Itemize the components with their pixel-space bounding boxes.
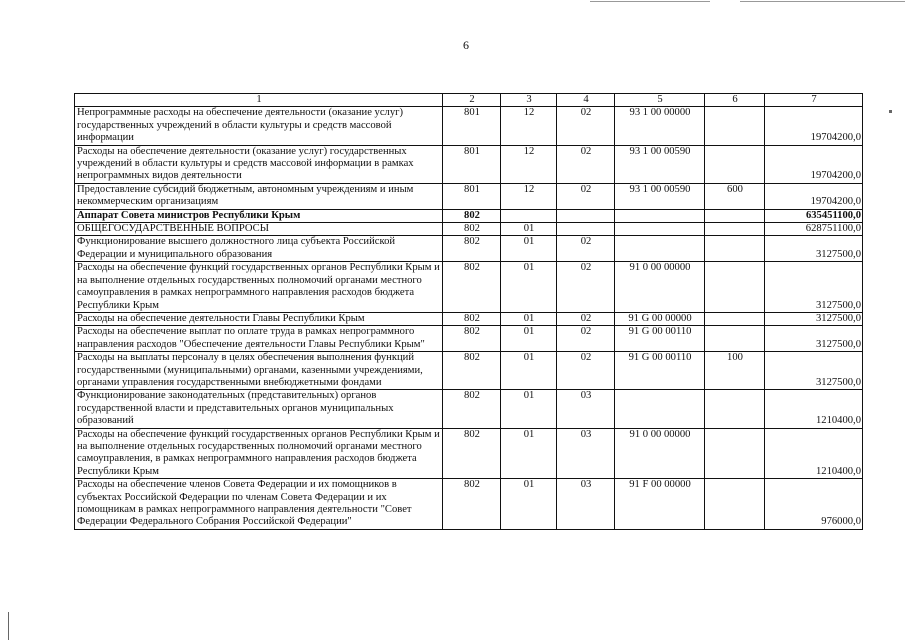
amount-cell: 3127500,0: [765, 236, 863, 262]
page-number: 6: [463, 38, 469, 52]
ministry-code-cell: 802: [443, 479, 501, 530]
expense-type-cell: 100: [705, 352, 765, 390]
table-row: [75, 236, 863, 262]
section-code-cell: 01: [501, 326, 557, 352]
top-edge-rule: [740, 1, 905, 2]
ministry-code-cell: 802: [443, 352, 501, 390]
ministry-code-cell: 802: [443, 428, 501, 479]
row-name-cell: Расходы на обеспечение выплат по оплате труда в рамках непрограммного направления расходов "Обеспечение деятельности Главы Республики Крым": [75, 326, 443, 352]
table-row: [75, 262, 863, 313]
section-code-cell: 01: [501, 390, 557, 428]
amount-cell: 19704200,0: [765, 145, 863, 183]
column-header: 7: [765, 94, 863, 107]
section-code-cell: 01: [501, 352, 557, 390]
expense-type-cell: [705, 145, 765, 183]
subsection-code-cell: 02: [557, 107, 615, 145]
expense-type-cell: [705, 223, 765, 236]
ministry-code-cell: 802: [443, 236, 501, 262]
amount-cell: 3127500,0: [765, 312, 863, 325]
expense-type-cell: [705, 428, 765, 479]
row-name-cell: Расходы на обеспечение функций государственных органов Республики Крым и на выполнение отдельных государственных полномочий органами местного самоуправления, в рамках непрограммного направления расходов бюджета Республики Крым: [75, 428, 443, 479]
budget-table: [74, 93, 863, 530]
expense-type-cell: [705, 262, 765, 313]
ministry-code-cell: 802: [443, 312, 501, 325]
target-article-cell: 91 G 00 00110: [615, 326, 705, 352]
table-row: [75, 326, 863, 352]
subsection-code-cell: 02: [557, 352, 615, 390]
target-article-cell: 93 1 00 00590: [615, 183, 705, 209]
amount-cell: 3127500,0: [765, 352, 863, 390]
row-name-cell: Расходы на обеспечение функций государственных органов Республики Крым и на выполнение отдельных государственных полномочий органами местного самоуправления в рамках непрограммного направления расходов бюджета Республики Крым: [75, 262, 443, 313]
target-article-cell: 91 0 00 00000: [615, 428, 705, 479]
row-name-cell: Расходы на обеспечение деятельности Главы Республики Крым: [75, 312, 443, 325]
column-header: 1: [75, 94, 443, 107]
subsection-code-cell: 03: [557, 479, 615, 530]
expense-type-cell: [705, 236, 765, 262]
target-article-cell: [615, 223, 705, 236]
target-article-cell: 91 G 00 00000: [615, 312, 705, 325]
subsection-code-cell: 02: [557, 326, 615, 352]
target-article-cell: [615, 209, 705, 222]
table-row: [75, 183, 863, 209]
amount-cell: 1210400,0: [765, 390, 863, 428]
table-row: [75, 209, 863, 222]
ministry-code-cell: 802: [443, 209, 501, 222]
amount-cell: 19704200,0: [765, 107, 863, 145]
subsection-code-cell: 02: [557, 236, 615, 262]
table-row: [75, 352, 863, 390]
section-code-cell: 01: [501, 312, 557, 325]
row-name-cell: Расходы на обеспечение деятельности (оказание услуг) государственных учреждений в области культуры и средств массовой информации в рамках непрограммных видов деятельности: [75, 145, 443, 183]
expense-type-cell: [705, 479, 765, 530]
column-header: 4: [557, 94, 615, 107]
table-row: [75, 223, 863, 236]
amount-cell: 19704200,0: [765, 183, 863, 209]
ministry-code-cell: 802: [443, 326, 501, 352]
top-edge-rule: [590, 1, 710, 2]
expense-type-cell: [705, 326, 765, 352]
table-row: [75, 107, 863, 145]
section-code-cell: 01: [501, 262, 557, 313]
target-article-cell: 91 F 00 00000: [615, 479, 705, 530]
subsection-code-cell: 02: [557, 312, 615, 325]
row-name-cell: Непрограммные расходы на обеспечение деятельности (оказание услуг) государственных учреждений в области культуры и средств массовой информации: [75, 107, 443, 145]
column-header: 2: [443, 94, 501, 107]
section-code-cell: 12: [501, 107, 557, 145]
subsection-code-cell: 02: [557, 262, 615, 313]
scan-speck: [8, 612, 9, 640]
target-article-cell: [615, 236, 705, 262]
amount-cell: 3127500,0: [765, 262, 863, 313]
section-code-cell: 12: [501, 145, 557, 183]
subsection-code-cell: [557, 209, 615, 222]
target-article-cell: 93 1 00 00000: [615, 107, 705, 145]
target-article-cell: 91 G 00 00110: [615, 352, 705, 390]
ministry-code-cell: 802: [443, 223, 501, 236]
subsection-code-cell: [557, 223, 615, 236]
ministry-code-cell: 802: [443, 390, 501, 428]
column-header: 5: [615, 94, 705, 107]
ministry-code-cell: 801: [443, 145, 501, 183]
section-code-cell: [501, 209, 557, 222]
section-code-cell: 12: [501, 183, 557, 209]
expense-type-cell: 600: [705, 183, 765, 209]
section-code-cell: 01: [501, 479, 557, 530]
section-code-cell: 01: [501, 236, 557, 262]
column-header: 6: [705, 94, 765, 107]
subsection-code-cell: 02: [557, 145, 615, 183]
table-row: [75, 390, 863, 428]
row-name-cell: ОБЩЕГОСУДАРСТВЕННЫЕ ВОПРОСЫ: [75, 223, 443, 236]
scan-speck: [889, 110, 892, 113]
budget-table-container: [74, 93, 862, 530]
amount-cell: 635451100,0: [765, 209, 863, 222]
table-row: [75, 312, 863, 325]
target-article-cell: 93 1 00 00590: [615, 145, 705, 183]
table-row: [75, 145, 863, 183]
section-code-cell: 01: [501, 223, 557, 236]
row-name-cell: Функционирование высшего должностного лица субъекта Российской Федерации и муниципального образования: [75, 236, 443, 262]
table-row: [75, 428, 863, 479]
table-row: [75, 479, 863, 530]
ministry-code-cell: 801: [443, 107, 501, 145]
row-name-cell: Предоставление субсидий бюджетным, автономным учреждениям и иным некоммерческим организациям: [75, 183, 443, 209]
target-article-cell: 91 0 00 00000: [615, 262, 705, 313]
amount-cell: 3127500,0: [765, 326, 863, 352]
column-header: 3: [501, 94, 557, 107]
subsection-code-cell: 03: [557, 428, 615, 479]
expense-type-cell: [705, 390, 765, 428]
row-name-cell: Расходы на выплаты персоналу в целях обеспечения выполнения функций государственными (муниципальными) органами, казенными учреждениями, органами управления государственными внебюджетными фондами: [75, 352, 443, 390]
ministry-code-cell: 801: [443, 183, 501, 209]
ministry-code-cell: 802: [443, 262, 501, 313]
subsection-code-cell: 02: [557, 183, 615, 209]
column-number-row: [75, 94, 863, 107]
amount-cell: 1210400,0: [765, 428, 863, 479]
subsection-code-cell: 03: [557, 390, 615, 428]
row-name-cell: Функционирование законодательных (представительных) органов государственной власти и представительных органов муниципальных образований: [75, 390, 443, 428]
amount-cell: 976000,0: [765, 479, 863, 530]
row-name-cell: Аппарат Совета министров Республики Крым: [75, 209, 443, 222]
expense-type-cell: [705, 107, 765, 145]
target-article-cell: [615, 390, 705, 428]
expense-type-cell: [705, 209, 765, 222]
expense-type-cell: [705, 312, 765, 325]
amount-cell: 628751100,0: [765, 223, 863, 236]
row-name-cell: Расходы на обеспечение членов Совета Федерации и их помощников в субъектах Российской Федерации по членам Совета Федерации и их помощникам в рамках непрограммного направления деятельности "Совет Федерации Федерального Собрания Российской Федерации": [75, 479, 443, 530]
section-code-cell: 01: [501, 428, 557, 479]
